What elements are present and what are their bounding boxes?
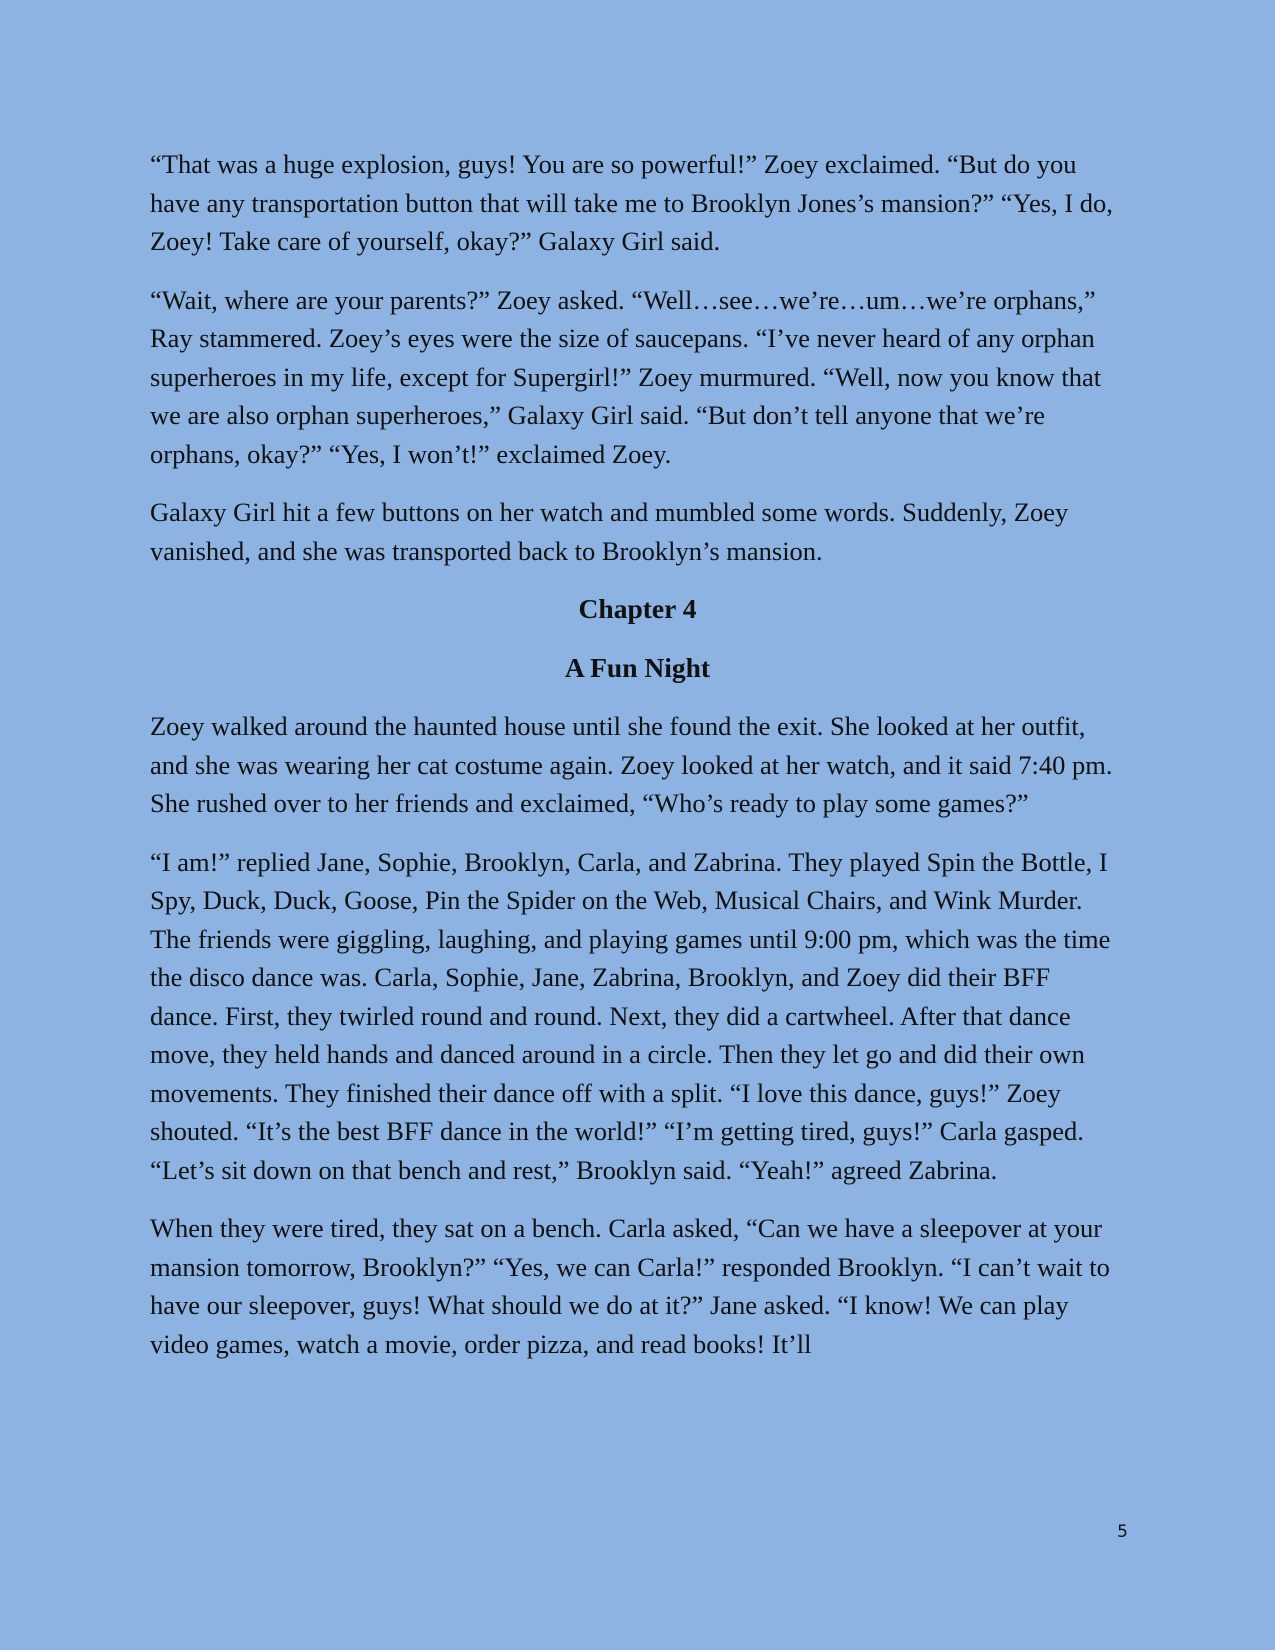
chapter-title: A Fun Night: [564, 651, 711, 683]
paragraph: “That was a huge explosion, guys! You are so powerful!” Zoey exclaimed. “But do you have any transportation button that will take me to Brooklyn Jones’s mansion?” “Yes, I do, Zoey! Take care of yourself, okay?” Galaxy Girl said.: [150, 149, 1113, 256]
chapter-heading: Chapter 4: [578, 593, 697, 624]
paragraph: Galaxy Girl hit a few buttons on her watch and mumbled some words. Suddenly, Zoey vanished, and she was transported back to Brooklyn’s mansion.: [150, 497, 1069, 566]
document-page: [150, 145, 1125, 1383]
paragraph: “Wait, where are your parents?” Zoey asked. “Well…see…we’re…um…we’re orphans,” Ray stammered. Zoey’s eyes were the size of saucepans. “I’ve never heard of any orphan superheroes in my life, except for Supergirl!” Zoey murmured. “Well, now you know that we are also orphan superheroes,” Galaxy Girl said. “But don’t tell anyone that we’re orphans, okay?” “Yes, I won’t!” exclaimed Zoey.: [150, 284, 1102, 469]
paragraph: “I am!” replied Jane, Sophie, Brooklyn, Carla, and Zabrina. They played Spin the Bottle, I Spy, Duck, Duck, Goose, Pin the Spider on the Web, Musical Chairs, and Wink Murder. The friends were giggling, laughing, and playing games until 9:00 pm, which was the time the disco dance was. Carla, Sophie, Jane, Zabrina, Brooklyn, and Zoey did their BFF dance. First, they twirled round and round. Next, they did a cartwheel. After that dance move, they held hands and danced around in a circle. Then they let go and did their own movements. They finished their dance off with a split. “I love this dance, guys!” Zoey shouted. “It’s the best BFF dance in the world!” “I’m getting tired, guys!” Carla gasped. “Let’s sit down on that bench and rest,” Brooklyn said. “Yeah!” agreed Zabrina.: [150, 846, 1111, 1185]
page-number: 5: [1117, 1522, 1128, 1542]
paragraph: Zoey walked around the haunted house until she found the exit. She looked at her outfit, and she was wearing her cat costume again. Zoey looked at her watch, and it said 7:40 pm. She rushed over to her friends and exclaimed, “Who’s ready to play some games?”: [150, 711, 1113, 818]
paragraph: When they were tired, they sat on a bench. Carla asked, “Can we have a sleepover at your mansion tomorrow, Brooklyn?” “Yes, we can Carla!” responded Brooklyn. “I can’t wait to have our sleepover, guys! What should we do at it?” Jane asked. “I know! We can play video games, watch a movie, order pizza, and read books! It’ll: [150, 1213, 1110, 1359]
